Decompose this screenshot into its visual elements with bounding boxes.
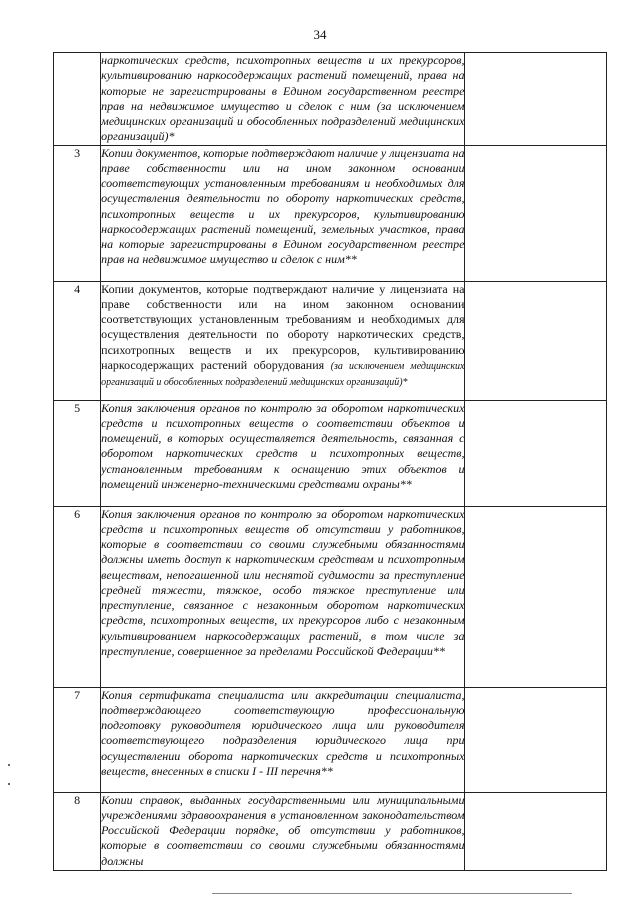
- table-row: [54, 687, 607, 792]
- table-row: [54, 281, 607, 400]
- row-note: (за исключением медицинских организаций и обособленных подразделений медицинских организаций)*: [101, 360, 465, 388]
- row-number: 4: [54, 281, 101, 400]
- table-row: [54, 400, 607, 506]
- row-text: Копия заключения органов по контролю за оборотом наркотических средств и психотропных веществ о соответствии объектов и помещений, в которых осуществляется деятельность, связанная с оборотом наркотических средств и психотропных веществ, установленным требованиям к оснащению этих объектов и помещений инженерно-техническими средствами охраны**: [101, 400, 465, 506]
- row-text: Копия заключения органов по контролю за оборотом наркотических средств и психотропных веществ об отсутствии у работников, которые в соответствии со своими служебными обязанностями должны иметь доступ к наркотическим средствам и психотропным веществам, непогашенной или неснятой судимости за преступление средней тяжести, тяжкое, особо тяжкое преступление или преступление, связанное с незаконным оборотом наркотических средств, психотропных веществ, их прекурсоров либо с незаконным культивированием наркосодержащих растений, в том числе за преступление, совершенное за пределами Российской Федерации**: [101, 506, 465, 687]
- row-text: Копии справок, выданных государственными или муниципальными учреждениями здравоохранения в установленном законодательством Российской Федерации порядке, об отсутствии у работников, которые в соответствии со своими служебными обязанностями должны: [101, 792, 465, 870]
- table-row: [54, 792, 607, 870]
- empty-cell: [465, 53, 607, 146]
- document-table: [53, 52, 607, 871]
- page-edge-line: [212, 893, 572, 894]
- empty-cell: [465, 281, 607, 400]
- margin-mark: [8, 764, 10, 766]
- row-text: Копия сертификата специалиста или аккредитации специалиста, подтверждающего соответствующую профессиональную подготовку руководителя юридического лица или руководителя соответствующего подразделения юридического лица при осуществлении оборота наркотических средств и психотропных веществ, внесенных в списки I - III перечня**: [101, 687, 465, 792]
- empty-cell: [465, 145, 607, 281]
- table-row: [54, 506, 607, 687]
- row-number: 7: [54, 687, 101, 792]
- row-text: наркотических средств, психотропных веществ и их прекурсоров, культивированию наркосодержащих растений помещений, права на которые не зарегистрированы в Едином государственном реестре прав на недвижимое имущество и сделок с ним (за исключением медицинских организаций и обособленных подразделений медицинских организаций)*: [101, 53, 465, 144]
- row-text: Копии документов, которые подтверждают наличие у лицензиата на праве собственности или на ином законном основании соответствующих установленным требованиям и необходимых для осуществления деятельности по обороту наркотических средств, психотропных веществ и их прекурсоров, культивированию наркосодержащих растений оборудования: [101, 281, 465, 372]
- row-text-container: [101, 281, 465, 400]
- empty-cell: [465, 400, 607, 506]
- table-row: [54, 145, 607, 281]
- row-number: 3: [54, 145, 101, 281]
- table-row: [54, 53, 607, 146]
- margin-mark: [8, 783, 10, 785]
- empty-cell: [465, 506, 607, 687]
- row-number: [54, 53, 101, 146]
- row-number: 5: [54, 400, 101, 506]
- page-number: 34: [313, 27, 327, 42]
- row-number: 6: [54, 506, 101, 687]
- empty-cell: [465, 687, 607, 792]
- row-number: 8: [54, 792, 101, 870]
- empty-cell: [465, 792, 607, 870]
- row-text: Копии документов, которые подтверждают наличие у лицензиата на праве собственности или на ином законном основании соответствующих установленным требованиям и необходимых для осуществления деятельности по обороту наркотических средств, психотропных веществ и их прекурсоров, культивированию наркосодержащих растений помещений, земельных участков, права на которые зарегистрированы в Едином государственном реестре прав на недвижимое имущество и сделок с ним**: [101, 145, 465, 281]
